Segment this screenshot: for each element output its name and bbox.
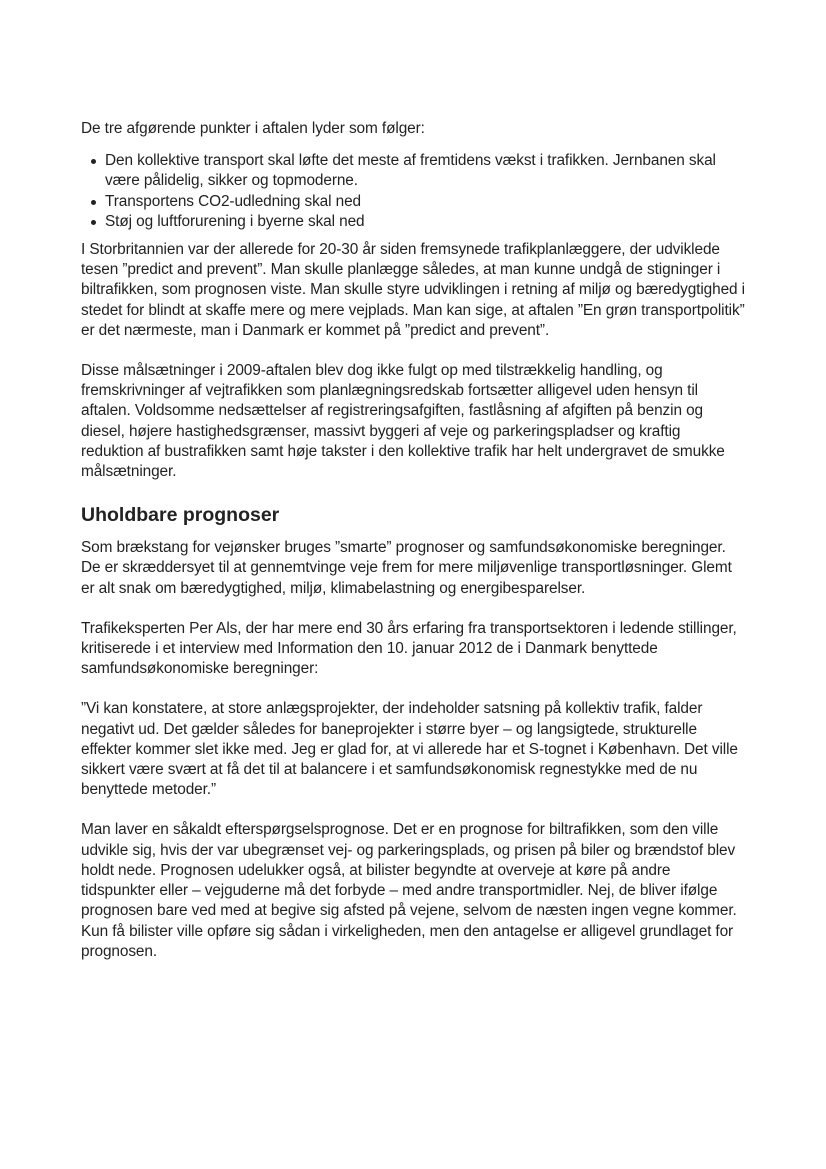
paragraph-2009-agreement: Disse målsætninger i 2009-aftalen blev dog ikke fulgt op med tilstrækkelig handling, og fremskrivninger af vejtrafikken som planlægningsredskab fortsætter alligevel uden hensyn til aftalen. Voldsomme nedsættelser af registreringsafgiften, fastlåsning af afgiften på benzin og diesel, højere hastighedsgrænser, massivt byggeri af veje og parkeringspladser og kraftig reduktion af bustrafikken samt høje takster i den kollektive trafik har helt undergravet de smukke målsætninger. — [81, 362, 725, 481]
list-item: Transportens CO2-udledning skal ned — [105, 192, 746, 212]
intro-text: De tre afgørende punkter i aftalen lyder som følger: — [81, 120, 425, 137]
document-page — [81, 119, 746, 982]
paragraph-quote: ”Vi kan konstatere, at store anlægsprojekter, der indeholder satsning på kollektiv trafik, falder negativt ud. Det gælder således for baneprojekter i større byer – og langsigtede, strukturelle effekter kommer slet ikke med. Jeg er glad for, at vi allerede har et S-tognet i København. Det ville sikkert være svært at få det til at balancere i et samfundsøkonomisk regnestykke med de nu benyttede metoder.” — [81, 700, 738, 799]
key-points-list — [81, 151, 746, 232]
section-heading: Uholdbare prognoser — [81, 504, 280, 527]
paragraph-per-als: Trafikeksperten Per Als, der har mere end 30 års erfaring fra transportsektoren i ledende stillinger, kritiserede i et interview med Information den 10. januar 2012 de i Danmark benyttede samfundsøkonomiske beregninger: — [81, 619, 737, 678]
list-item: Støj og luftforurening i byerne skal ned — [105, 212, 746, 232]
paragraph-smart-prognoses: Som brækstang for vejønsker bruges ”smarte” prognoser og samfundsøkonomiske beregninger. De er skræddersyet til at gennemtvinge veje frem for mere miljøvenlige transportløsninger. Glemt er alt snak om bæredygtighed, miljø, klimabelastning og energibesparelser. — [81, 539, 732, 597]
paragraph-predict-and-prevent: I Storbritannien var der allerede for 20-30 år siden fremsynede trafikplanlæggere, der udviklede tesen ”predict and prevent”. Man skulle planlægge således, at man kunne undgå de stigninger i biltrafikken, som prognosen viste. Man skulle styre udviklingen i retning af miljø og bæredygtighed i stedet for blindt at skaffe mere og mere vejplads. Man kan sige, at aftalen ”En grøn transportpolitik” er det nærmeste, man i Danmark er kommet på ”predict and prevent”. — [81, 241, 745, 339]
list-item: Den kollektive transport skal løfte det meste af fremtidens vækst i trafikken. Jernbanen skal være pålidelig, sikker og topmoderne. — [105, 151, 746, 191]
paragraph-demand-prognosis: Man laver en såkaldt efterspørgselsprognose. Det er en prognose for biltrafikken, som den ville udvikle sig, hvis der var ubegrænset vej- og parkeringsplads, og prisen på biler og brændstof blev holdt nede. Prognosen udelukker også, at bilister begyndte at overveje at køre på andre tidspunkter eller – vejguderne må det forbyde – med andre transportmidler. Nej, de bliver ifølge prognosen bare ved med at begive sig afsted på vejene, selvom de næsten ingen vegne kommer. Kun få bilister ville opføre sig sådan i virkeligheden, men den antagelse er alligevel grundlaget for prognosen. — [81, 821, 737, 960]
